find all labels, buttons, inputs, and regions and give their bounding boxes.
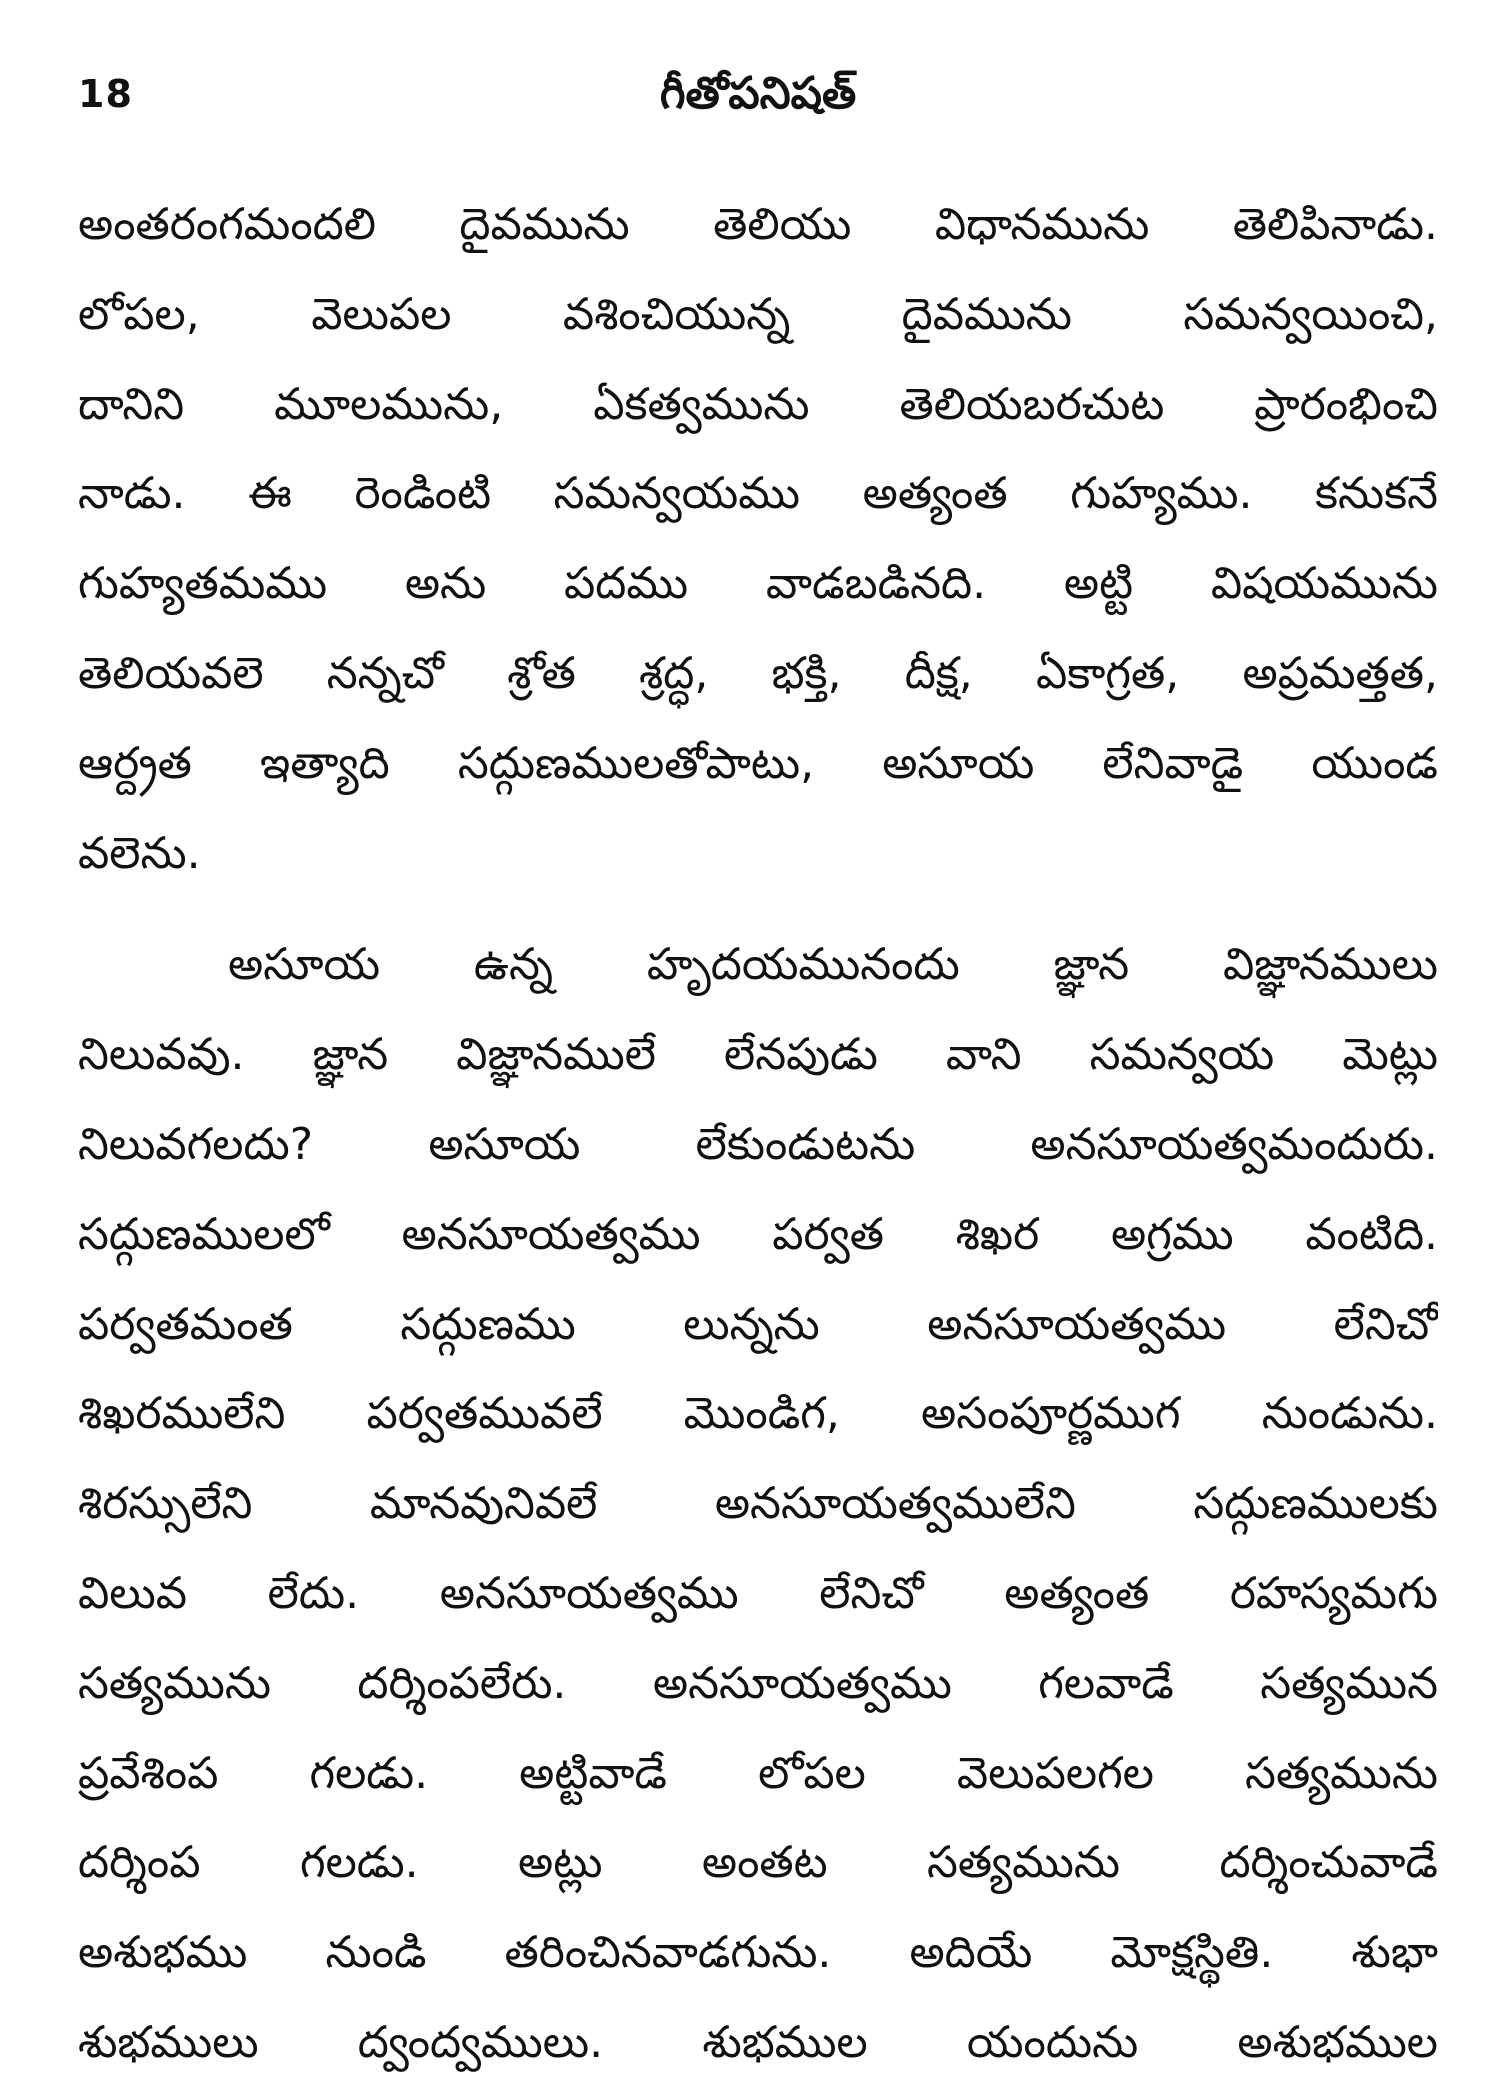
text-line: విలువ లేదు. అనసూయత్వము లేనిచో అత్యంత రహస్యమగు bbox=[78, 1567, 1438, 1619]
text-line: దర్శింప గలడు. అట్లు అంతట సత్యమును దర్శించువాడే bbox=[78, 1837, 1438, 1889]
text-line: అశుభము నుండి తరించినవాడగును. అదియే మోక్షస్థితి. శుభా bbox=[78, 1927, 1438, 1979]
text-line: నిలువవు. జ్ఞాన విజ్ఞానములే లేనపుడు వాని సమన్వయ మెట్లు bbox=[78, 1029, 1438, 1081]
text-line: సద్గుణములలో అనసూయత్వము పర్వత శిఖర అగ్రము వంటిది. bbox=[78, 1208, 1438, 1260]
text-line: సత్యమును దర్శింపలేరు. అనసూయత్వము గలవాడే సత్యమున bbox=[78, 1657, 1438, 1709]
text-line: ఆర్ద్రత ఇత్యాది సద్గుణములతోపాటు, అసూయ లేనివాడై యుండ bbox=[78, 737, 1438, 789]
page-header bbox=[78, 68, 1438, 138]
text-line: శిఖరములేని పర్వతమువలే మొండిగ, అసంపూర్ణముగ నుండును. bbox=[78, 1388, 1438, 1440]
text-line: శుభములు ద్వంద్వములు. శుభముల యందును అశుభముల bbox=[78, 2016, 1438, 2068]
running-title: గీతోపనిషత్ bbox=[659, 68, 857, 119]
text-line: తెలియవలె నన్నచో శ్రోత శ్రద్ధ, భక్తి, దీక్ష, ఏకాగ్రత, అప్రమత్తత, bbox=[78, 647, 1438, 699]
text-line: అసూయ ఉన్న హృదయమునందు జ్ఞాన విజ్ఞానములు bbox=[228, 939, 1438, 991]
text-line: గుహ్యతమము అను పదము వాడబడినది. అట్టి విషయమును bbox=[78, 558, 1438, 610]
text-line: ప్రవేశింప గలడు. అట్టివాడే లోపల వెలుపలగల సత్యమును bbox=[78, 1747, 1438, 1799]
body-text bbox=[78, 180, 1438, 2088]
text-line: వలెను. bbox=[78, 827, 201, 879]
text-line: అంతరంగమందలి దైవమును తెలియు విధానమును తెలిపినాడు. bbox=[78, 199, 1438, 250]
text-line: పర్వతమంత సద్గుణము లున్నను అనసూయత్వము లేనిచో bbox=[78, 1298, 1438, 1350]
paragraph-gap bbox=[78, 898, 1438, 920]
page-number: 18 bbox=[78, 72, 133, 116]
text-line: దానిని మూలమును, ఏకత్వమును తెలియబరచుట ప్రారంభించి bbox=[78, 378, 1438, 430]
paragraph-1 bbox=[78, 180, 1438, 898]
text-line: నాడు. ఈ రెండింటి సమన్వయము అత్యంత గుహ్యము. కనుకనే bbox=[78, 468, 1438, 520]
text-line: లోపల, వెలుపల వశించియున్న దైవమును సమన్వయించి, bbox=[78, 288, 1438, 340]
text-line: శిరస్సులేని మానవునివలే అనసూయత్వములేని సద్గుణములకు bbox=[78, 1478, 1438, 1530]
paragraph-2 bbox=[78, 920, 1438, 2087]
text-line: నిలువగలదు? అసూయ లేకుండుటను అనసూయత్వమందురు. bbox=[78, 1118, 1438, 1170]
